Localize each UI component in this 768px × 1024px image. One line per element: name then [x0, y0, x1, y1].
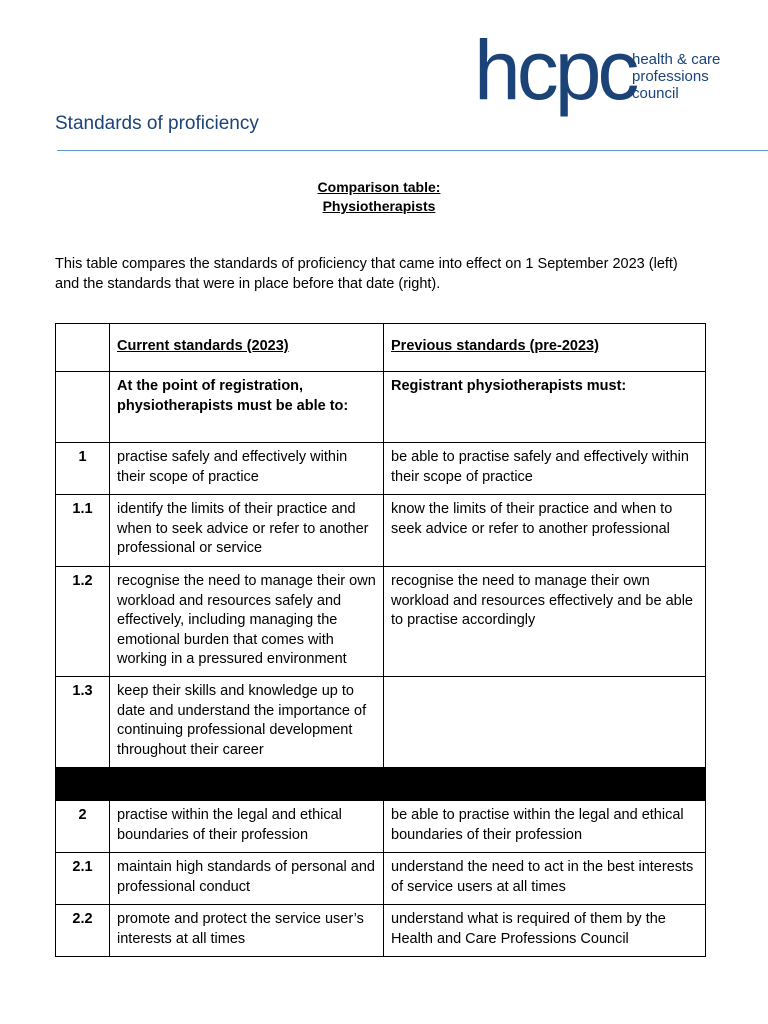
row-current: practise safely and effectively within their scope of practice	[110, 443, 384, 495]
row-number: 1.3	[56, 677, 110, 768]
lead-previous: Registrant physiotherapists must:	[384, 372, 706, 443]
row-number: 2.1	[56, 853, 110, 905]
separator-cell	[384, 768, 706, 801]
row-current: maintain high standards of personal and professional conduct	[110, 853, 384, 905]
table-row	[56, 495, 706, 567]
row-number: 2.2	[56, 905, 110, 957]
header-num-cell	[56, 324, 110, 372]
logo-line-3: council	[632, 85, 679, 102]
row-previous	[384, 677, 706, 768]
table-lead-row	[56, 372, 706, 443]
table-row	[56, 801, 706, 853]
row-current: identify the limits of their practice and when to seek advice or refer to another professional or service	[110, 495, 384, 567]
row-current: keep their skills and knowledge up to date and understand the importance of continuing professional development throughout their career	[110, 677, 384, 768]
separator-cell	[56, 768, 110, 801]
logo-wordmark	[632, 51, 720, 102]
row-previous: understand what is required of them by the Health and Care Professions Council	[384, 905, 706, 957]
comparison-table	[55, 323, 706, 957]
separator-cell	[110, 768, 384, 801]
row-number: 1	[56, 443, 110, 495]
row-current: promote and protect the service user’s interests at all times	[110, 905, 384, 957]
row-previous: recognise the need to manage their own workload and resources effectively and be able to practise accordingly	[384, 567, 706, 677]
page-header-title: Standards of proficiency	[55, 113, 259, 134]
lead-num-cell	[56, 372, 110, 443]
section-separator-row	[56, 768, 706, 801]
table-header-row	[56, 324, 706, 372]
row-previous: know the limits of their practice and when to seek advice or refer to another professional	[384, 495, 706, 567]
row-previous: be able to practise safely and effectively within their scope of practice	[384, 443, 706, 495]
row-number: 1.2	[56, 567, 110, 677]
logo-mark: hcpc	[474, 23, 636, 117]
lead-current: At the point of registration, physiotherapists must be able to:	[110, 372, 384, 443]
table-row	[56, 567, 706, 677]
table-row	[56, 853, 706, 905]
row-current: practise within the legal and ethical boundaries of their profession	[110, 801, 384, 853]
title-line-2: Physiotherapists	[322, 198, 436, 214]
row-number: 2	[56, 801, 110, 853]
header-divider	[57, 150, 768, 151]
table-row	[56, 905, 706, 957]
logo-line-1: health & care	[632, 51, 721, 68]
row-current: recognise the need to manage their own workload and resources safely and effectively, including managing the emotional burden that comes with working in a pressured environment	[110, 567, 384, 677]
title-line-1: Comparison table:	[317, 179, 441, 195]
logo-line-2: professions	[632, 68, 709, 85]
column-header-previous: Previous standards (pre-2023)	[384, 324, 706, 372]
table-row	[56, 443, 706, 495]
column-header-current: Current standards (2023)	[110, 324, 384, 372]
row-previous: understand the need to act in the best interests of service users at all times	[384, 853, 706, 905]
intro-paragraph: This table compares the standards of proficiency that came into effect on 1 September 2023 (left) and the standards that were in place before that date (right).	[55, 256, 678, 292]
document-title	[0, 178, 758, 216]
row-previous: be able to practise within the legal and ethical boundaries of their profession	[384, 801, 706, 853]
table-row	[56, 677, 706, 768]
row-number: 1.1	[56, 495, 110, 567]
